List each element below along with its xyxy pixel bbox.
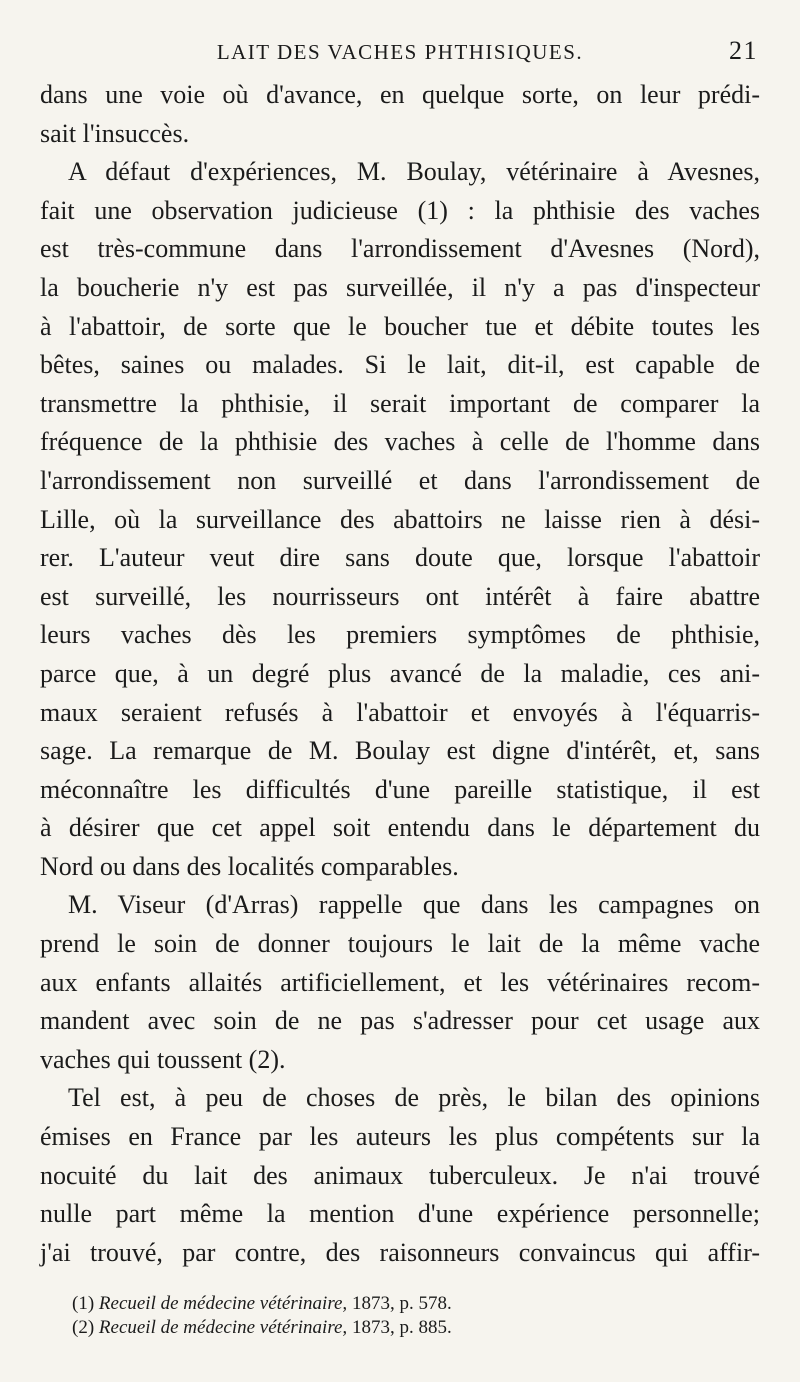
text-line: à désirer que cet appel soit entendu dans le département du: [40, 813, 760, 843]
text-line: Lille, où la surveillance des abattoirs ne laisse rien à dési-: [40, 504, 760, 534]
text-line: nulle part même la mention d'une expérience personnelle;: [40, 1199, 760, 1229]
text-line: leurs vaches dès les premiers symptômes de phthisie,: [40, 620, 760, 650]
text-line: aux enfants allaités artificiellement, et les vétérinaires recom-: [40, 967, 760, 997]
text-line: maux seraient refusés à l'abattoir et envoyés à l'équarris-: [40, 697, 760, 727]
footnote-detail: 1873, p. 578.: [351, 1293, 452, 1314]
footnote-mark: (2): [72, 1317, 95, 1338]
text-line: mandent avec soin de ne pas s'adresser pour cet usage aux: [40, 1006, 760, 1036]
text-line: l'arrondissement non surveillé et dans l'arrondissement de: [40, 465, 760, 495]
body-text: [40, 76, 760, 1272]
text-line: transmettre la phthisie, il serait important de comparer la: [40, 388, 760, 418]
text-line: fréquence de la phthisie des vaches à celle de l'homme dans: [40, 427, 760, 457]
footnote: [72, 1316, 452, 1340]
text-line: nocuité du lait des animaux tuberculeux. Je n'ai trouvé: [40, 1160, 760, 1190]
text-line: sage. La remarque de M. Boulay est digne d'intérêt, et, sans: [40, 736, 760, 766]
text-line: vaches qui toussent (2).: [40, 1044, 286, 1074]
text-line: A défaut d'expériences, M. Boulay, vétérinaire à Avesnes,: [68, 157, 760, 187]
text-line: dans une voie où d'avance, en quelque sorte, on leur prédi-: [40, 80, 760, 109]
text-line: bêtes, saines ou malades. Si le lait, dit-il, est capable de: [40, 350, 760, 380]
running-head: [40, 36, 760, 76]
text-line: la boucherie n'y est pas surveillée, il n'y a pas d'inspecteur: [40, 272, 760, 302]
footnotes: [72, 1292, 452, 1340]
text-line: prend le soin de donner toujours le lait de la même vache: [40, 929, 760, 959]
text-line: Tel est, à peu de choses de près, le bilan des opinions: [68, 1083, 760, 1113]
footnote: [72, 1292, 452, 1316]
text-line: M. Viseur (d'Arras) rappelle que dans les campagnes on: [68, 890, 760, 920]
text-line: sait l'insuccès.: [40, 118, 190, 148]
text-line: est très-commune dans l'arrondissement d'Avesnes (Nord),: [40, 234, 760, 264]
text-line: émises en France par les auteurs les plus compétents sur la: [40, 1122, 760, 1152]
page-number: 21: [729, 36, 758, 65]
text-line: rer. L'auteur veut dire sans doute que, lorsque l'abattoir: [40, 543, 760, 573]
footnote-source: Recueil de médecine vétérinaire,: [98, 1317, 348, 1338]
running-title: LAIT DES VACHES PHTHISIQUES.: [216, 40, 584, 64]
text-line: Nord ou dans des localités comparables.: [40, 851, 459, 881]
footnote-mark: (1): [72, 1293, 95, 1314]
footnote-detail: 1873, p. 885.: [351, 1317, 452, 1338]
text-line: j'ai trouvé, par contre, des raisonneurs convaincus qui affir-: [40, 1237, 760, 1267]
text-line: parce que, à un degré plus avancé de la maladie, ces ani-: [40, 658, 760, 688]
text-line: est surveillé, les nourrisseurs ont intérêt à faire abattre: [40, 581, 760, 611]
text-line: méconnaître les difficultés d'une pareille statistique, il est: [40, 774, 760, 804]
text-line: à l'abattoir, de sorte que le boucher tue et débite toutes les: [40, 311, 760, 341]
text-line: fait une observation judicieuse (1) : la phthisie des vaches: [40, 195, 760, 225]
footnote-source: Recueil de médecine vétérinaire,: [98, 1293, 348, 1314]
